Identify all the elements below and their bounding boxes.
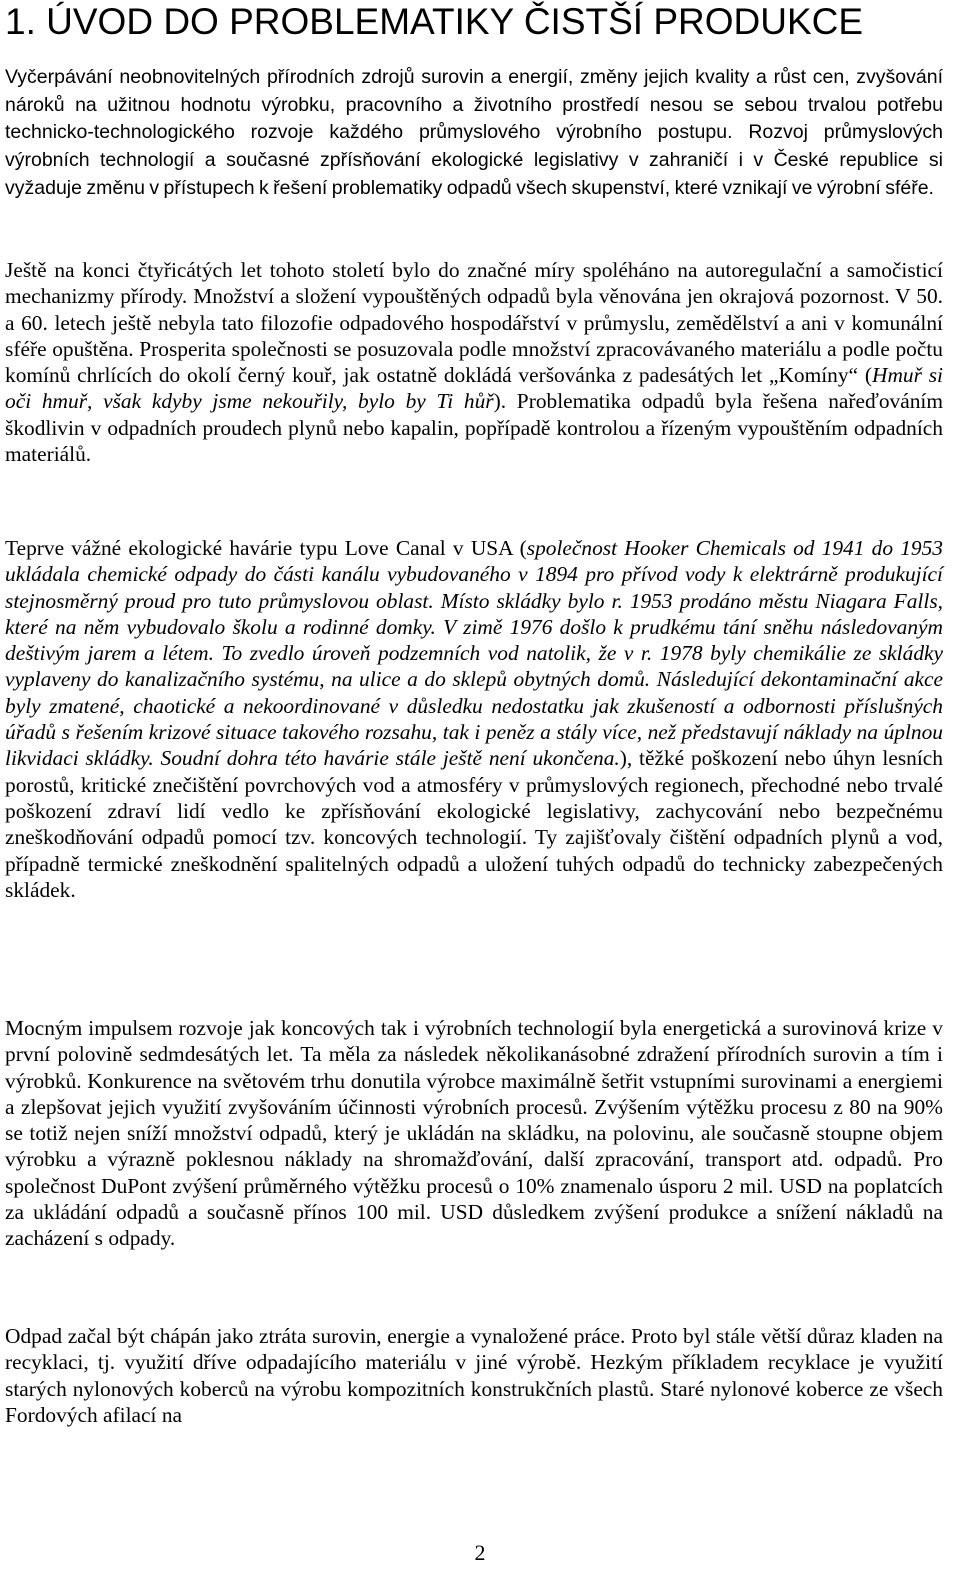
paragraph-love-canal-end: ), těžké poškození nebo úhyn lesních porostů, kritické znečištění povrchových vod a atmosféry v průmyslových regionech, přechodné nebo trvalé poškození zdraví lidí vedlo ke zpřísňování ekologické legislativy, zachycování nebo bezpečnému zneškodňování odpadů pomocí tzv. koncových technologií. Ty zajišťovaly čištění odpadních plynů a vod, případně termické zneškodnění spalitelných odpadů a uložení tuhých odpadů do technicky zabezpečených skládek. [5, 746, 943, 902]
paragraph-love-canal [5, 535, 943, 903]
poem-quote: Hmuř si oči hmuř, však kdyby jsme nekouřily, bylo by Ti hůř [5, 363, 943, 414]
paragraph-history-text: Ještě na konci čtyřicátých let tohoto století bylo do značné míry spoléháno na autoregulační a samočisticí mechanizmy přírody. Množství a složení vypouštěných odpadů byla věnována jen okrajová pozornost. V 50. a 60. letech ještě nebyla tato filozofie odpadového hospodářství v průmyslu, zemědělství a ani v komunální sféře opuštěna. Prosperita společnosti se posuzovala podle množství zpracovávaného materiálu a podle počtu komínů chrlících do okolí černý kouř, jak ostatně dokládá veršovánka z padesátých let „Komíny“ ( [5, 258, 943, 388]
paragraph-history-text-end: ). Problematika odpadů byla řešena nařeďováním škodlivin v odpadních proudech plynů nebo kapalin, popřípadě kontrolou a řízeným vypouštěním odpadních materiálů. [5, 389, 943, 467]
paragraph-recycling: Odpad začal být chápán jako ztráta surovin, energie a vynaložené práce. Proto byl stále větší důraz kladen na recyklaci, tj. využití dříve odpadajícího materiálu v jiné výrobě. Hezkým příkladem recyklace je využití starých nylonových koberců na výrobu kompozitních konstrukčních plastů. Staré nylonové koberce ze všech Fordových afilací na [5, 1324, 943, 1427]
love-canal-detail: společnost Hooker Chemicals od 1941 do 1953 ukládala chemické odpady do části kanálu vybudovaného v 1894 pro přívod vody k elektrárně produkující stejnosměrný proud pro tuto průmyslovou oblast. Místo skládky bylo r. 1953 prodáno městu Niagara Falls, které na něm vybudovalo školu a rodinné domky. V zimě 1976 došlo k prudkému tání sněhu následovaným deštivým jarem a létem. To zvedlo úroveň podzemních vod natolik, že v r. 1978 byly chemikálie ze skládky vyplaveny do kanalizačního systému, na ulice a do sklepů obytných domů. Následující dekontaminační akce byly zmatené, chaotické a nekoordinované v důsledku nedostatku jak zkušeností a odbornosti příslušných úřadů s řešením krizové situace takového rozsahu, tak i peněz a stály více, než představují náklady na úplnou likvidaci skládky. Soudní dohra této havárie stále ještě není ukončena. [5, 536, 943, 771]
chapter-heading: 1. ÚVOD DO PROBLEMATIKY ČISTŠÍ PRODUKCE [5, 1, 864, 42]
paragraph-energy-crisis: Mocným impulsem rozvoje jak koncových tak i výrobních technologií byla energetická a surovinová krize v první polovině sedmdesátých let. Ta měla za následek několikanásobné zdražení přírodních surovin a tím i výrobků. Konkurence na světovém trhu donutila výrobce maximálně šetřit vstupními surovinami a energiemi a zlepšovat jejich využití zvyšováním účinnosti výrobních procesů. Zvýšením výtěžku procesu z 80 na 90% se totiž nejen sníží množství odpadů, který je ukládán na skládku, na polovinu, ale současně stoupne objem výrobku a výrazně poklesnou náklady na shromažďování, další zpracování, transport atd. odpadů. Pro společnost DuPont zvýšení průměrného výtěžku procesů o 10% znamenalo úsporu 2 mil. USD na poplatcích za ukládání odpadů a současně přínos 100 mil. USD důsledkem zvýšení produkce a snížení nákladů na zacházení s odpady. [5, 1016, 943, 1251]
paragraph-love-canal-intro: Teprve vážné ekologické havárie typu Love Canal v USA ( [5, 536, 527, 560]
page-number: 2 [474, 1540, 486, 1565]
paragraph-history [5, 257, 943, 467]
paragraph-intro: Vyčerpávání neobnovitelných přírodních zdrojů surovin a energií, změny jejich kvality a růst cen, zvyšování nároků na užitnou hodnotu výrobku, pracovního a životního prostředí nesou se sebou trvalou potřebu technicko-technologického rozvoje každého průmyslového výrobního postupu. Rozvoj průmyslových výrobních technologií a současné zpřísňování ekologické legislativy v zahraničí i v České republice si vyžaduje změnu v přístupech k řešení problematiky odpadů všech skupenství, které vznikají ve výrobní sféře. [5, 66, 943, 199]
